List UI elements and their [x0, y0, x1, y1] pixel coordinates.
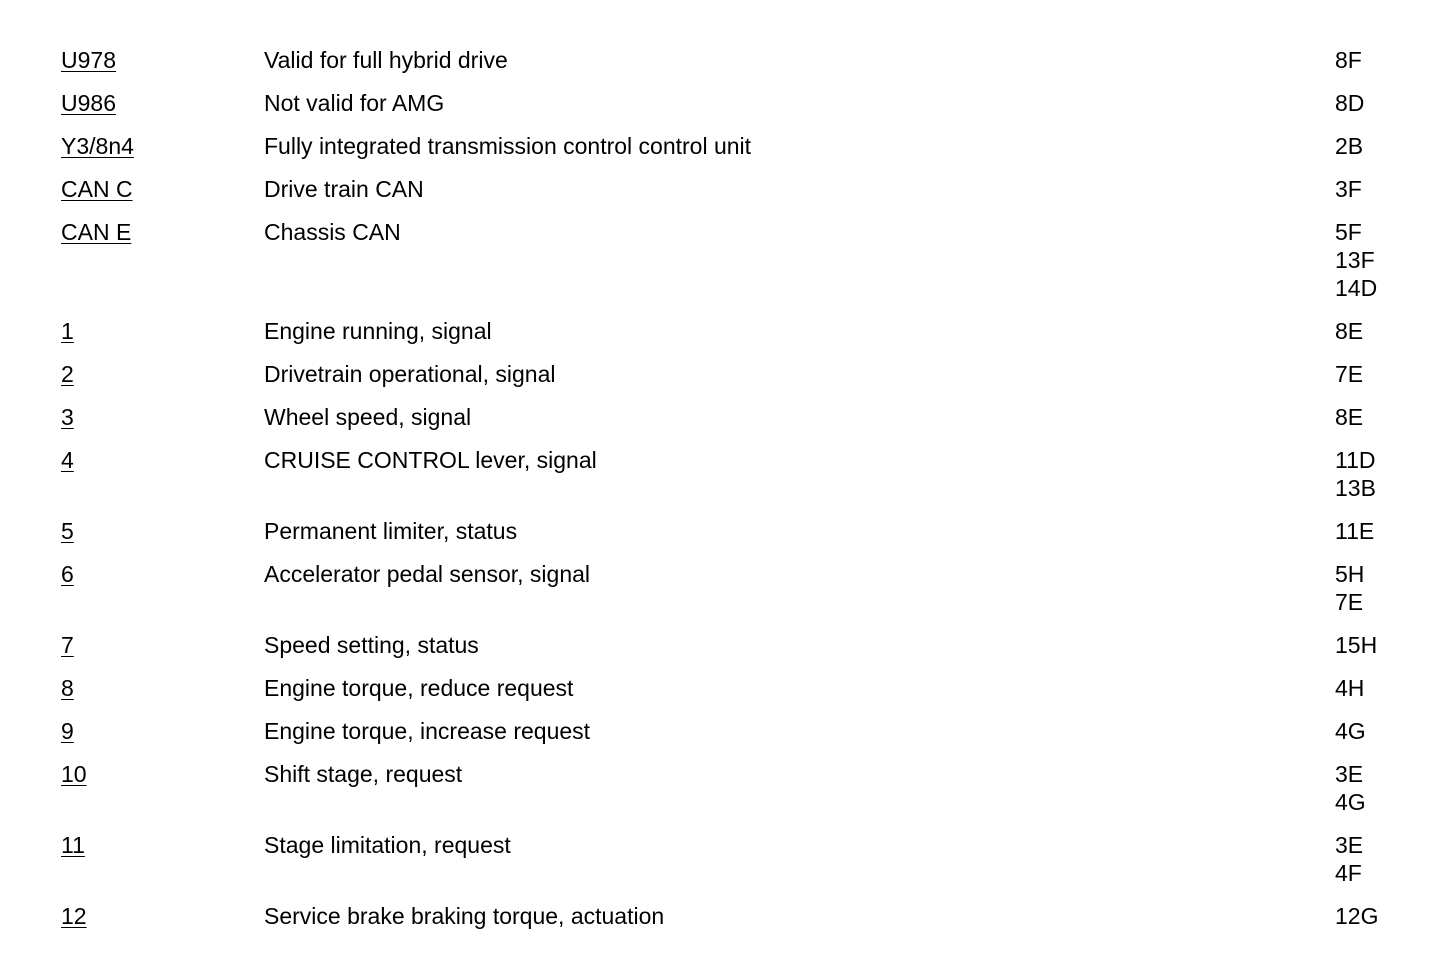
- legend-grid-refs: [1335, 46, 1362, 74]
- grid-ref: 13B: [1335, 475, 1376, 501]
- legend-code-link[interactable]: 12: [61, 903, 87, 929]
- grid-ref: 3E: [1335, 832, 1364, 858]
- legend-code-link[interactable]: 10: [61, 761, 87, 787]
- grid-ref: 8D: [1335, 90, 1365, 116]
- legend-grid-refs: [1335, 446, 1376, 502]
- legend-code-link[interactable]: 4: [61, 447, 74, 473]
- grid-ref: 12G: [1335, 903, 1379, 929]
- legend-row: [0, 89, 1456, 117]
- legend-grid-refs: [1335, 717, 1366, 745]
- legend-description: Shift stage, request: [264, 761, 463, 787]
- grid-ref: 3E: [1335, 761, 1364, 787]
- legend-grid-refs: [1335, 403, 1363, 431]
- legend-code-link[interactable]: 7: [61, 632, 74, 658]
- legend-description: Fully integrated transmission control control unit: [264, 133, 752, 159]
- legend-row: [0, 403, 1456, 431]
- legend-description: Valid for full hybrid drive: [264, 47, 508, 73]
- legend-grid-refs: [1335, 218, 1377, 302]
- legend-description: Speed setting, status: [264, 632, 479, 658]
- legend-code-link[interactable]: 8: [61, 675, 74, 701]
- legend-description: Not valid for AMG: [264, 90, 445, 116]
- legend-row: [0, 218, 1456, 302]
- grid-ref: 8F: [1335, 47, 1362, 73]
- legend-row: [0, 717, 1456, 745]
- grid-ref: 8E: [1335, 404, 1364, 430]
- grid-ref: 7E: [1335, 589, 1364, 615]
- legend-code-link[interactable]: 3: [61, 404, 74, 430]
- legend-code-link[interactable]: 5: [61, 518, 74, 544]
- legend-description: Service brake braking torque, actuation: [264, 903, 665, 929]
- legend-code-link[interactable]: CAN E: [61, 219, 132, 245]
- grid-ref: 11E: [1335, 518, 1375, 544]
- legend-code-link[interactable]: 2: [61, 361, 74, 387]
- legend-grid-refs: [1335, 175, 1362, 203]
- legend-row: [0, 175, 1456, 203]
- legend-description: Accelerator pedal sensor, signal: [264, 561, 591, 587]
- legend-code-link[interactable]: CAN C: [61, 176, 133, 202]
- grid-ref: 13F: [1335, 247, 1375, 273]
- legend-row: [0, 631, 1456, 659]
- legend-description: Drive train CAN: [264, 176, 424, 202]
- legend-grid-refs: [1335, 674, 1364, 702]
- legend-grid-refs: [1335, 317, 1363, 345]
- legend-code-link[interactable]: 1: [61, 318, 74, 344]
- legend-description: CRUISE CONTROL lever, signal: [264, 447, 597, 473]
- legend-grid-refs: [1335, 360, 1363, 388]
- legend-code-link[interactable]: 6: [61, 561, 74, 587]
- legend-description: Engine torque, increase request: [264, 718, 591, 744]
- grid-ref: 8E: [1335, 318, 1364, 344]
- legend-grid-refs: [1335, 517, 1374, 545]
- legend-row: [0, 446, 1456, 502]
- legend-code-link[interactable]: Y3/8n4: [61, 133, 134, 159]
- legend-grid-refs: [1335, 89, 1364, 117]
- grid-ref: 3F: [1335, 176, 1362, 202]
- legend-grid-refs: [1335, 760, 1366, 816]
- legend-row: [0, 560, 1456, 616]
- legend-grid-refs: [1335, 631, 1377, 659]
- grid-ref: 15H: [1335, 632, 1378, 658]
- legend-row: [0, 360, 1456, 388]
- grid-ref: 14D: [1335, 275, 1378, 301]
- legend-row: [0, 132, 1456, 160]
- grid-ref: 4G: [1335, 789, 1366, 815]
- legend-grid-refs: [1335, 831, 1363, 887]
- grid-ref: 4H: [1335, 675, 1365, 701]
- grid-ref: 4F: [1335, 860, 1362, 886]
- legend-row: [0, 317, 1456, 345]
- grid-ref: 2B: [1335, 133, 1364, 159]
- grid-ref: 5F: [1335, 219, 1362, 245]
- legend-row: [0, 674, 1456, 702]
- legend-description: Drivetrain operational, signal: [264, 361, 556, 387]
- legend-description: Permanent limiter, status: [264, 518, 518, 544]
- legend-row: [0, 760, 1456, 816]
- legend-row: [0, 902, 1456, 930]
- legend-description: Engine running, signal: [264, 318, 492, 344]
- legend-grid-refs: [1335, 560, 1364, 616]
- legend-row: [0, 46, 1456, 74]
- legend-row: [0, 517, 1456, 545]
- grid-ref: 11D: [1335, 447, 1376, 473]
- legend-description: Engine torque, reduce request: [264, 675, 574, 701]
- legend-grid-refs: [1335, 902, 1378, 930]
- legend-grid-refs: [1335, 132, 1363, 160]
- legend-description: Chassis CAN: [264, 219, 401, 245]
- legend-code-link[interactable]: 9: [61, 718, 74, 744]
- legend-row: [0, 831, 1456, 887]
- legend-code-link[interactable]: U986: [61, 90, 116, 116]
- grid-ref: 7E: [1335, 361, 1364, 387]
- grid-ref: 5H: [1335, 561, 1365, 587]
- legend-code-link[interactable]: 11: [61, 832, 85, 858]
- grid-ref: 4G: [1335, 718, 1366, 744]
- legend-code-link[interactable]: U978: [61, 47, 116, 73]
- legend-description: Stage limitation, request: [264, 832, 511, 858]
- legend-description: Wheel speed, signal: [264, 404, 472, 430]
